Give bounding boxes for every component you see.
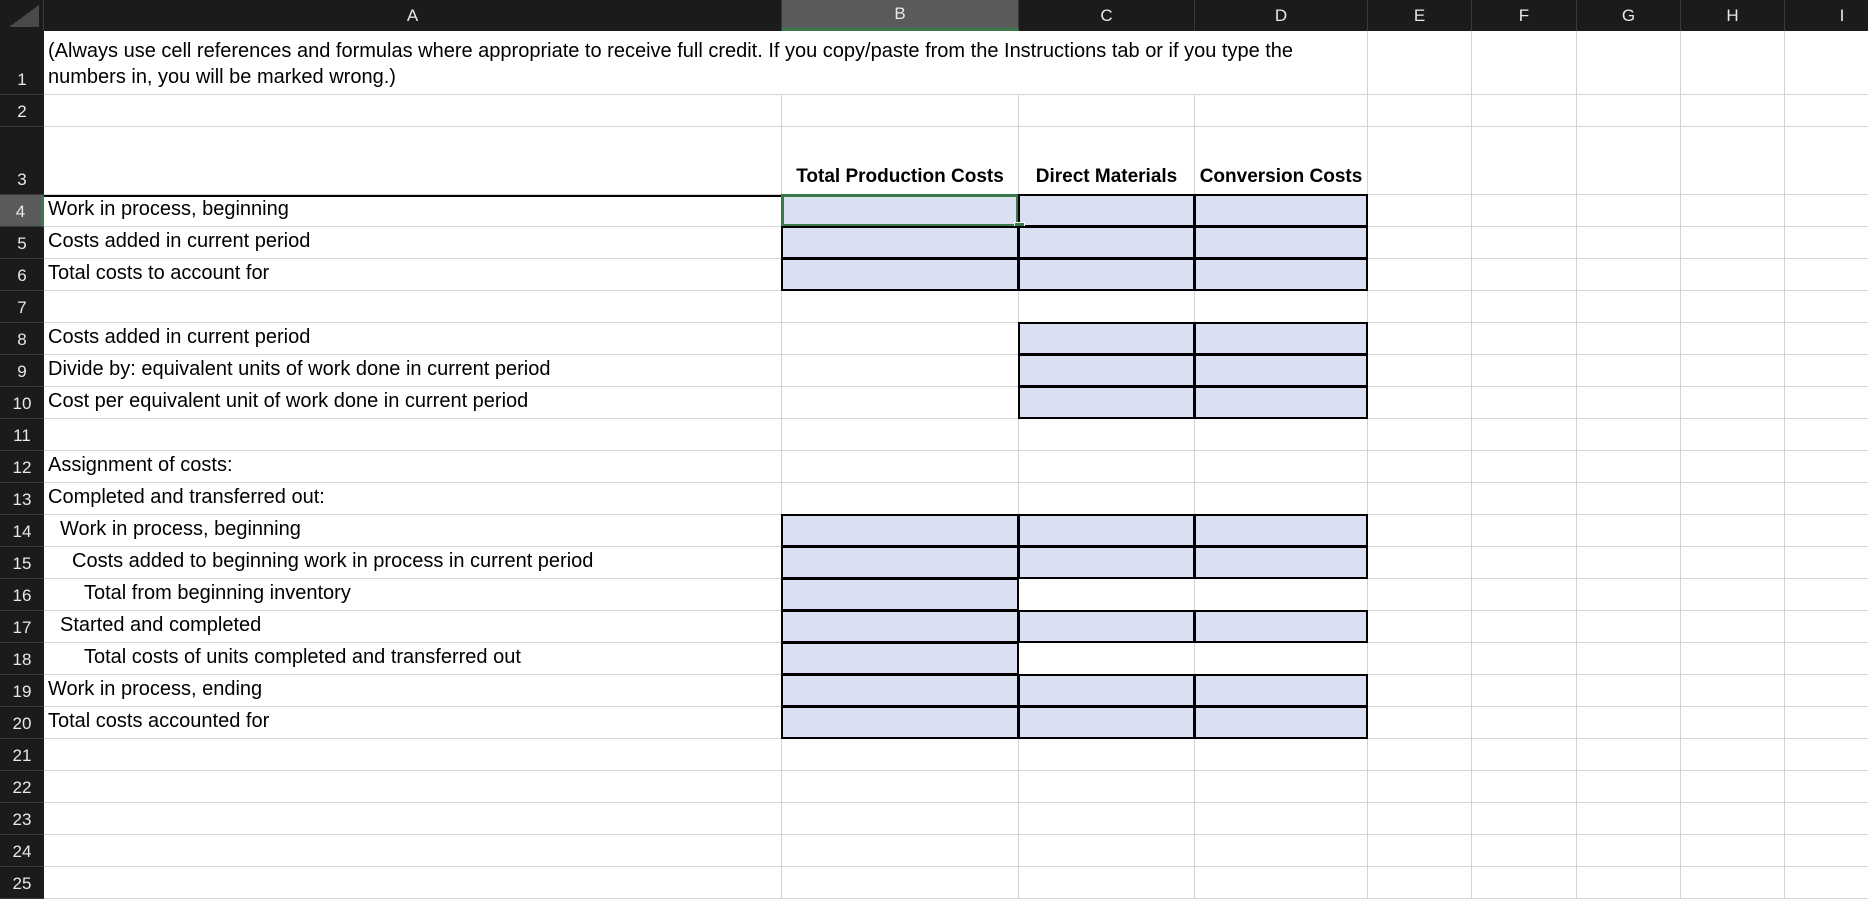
cell-e9[interactable]: [1368, 355, 1472, 387]
column-label: Direct Materials: [1035, 166, 1178, 188]
cell-d10[interactable]: [1194, 386, 1368, 419]
column-label: Total Production Costs: [796, 166, 1004, 188]
cell-i5[interactable]: [1785, 227, 1868, 259]
row-header-16[interactable]: 16: [0, 579, 44, 611]
cell-a14[interactable]: [44, 515, 782, 547]
cell-f14[interactable]: [1472, 515, 1577, 547]
cell-h19[interactable]: [1681, 675, 1785, 707]
row-label: Completed and transferred out:: [48, 486, 325, 508]
column-header-e[interactable]: E: [1368, 0, 1472, 31]
cell-h14[interactable]: [1681, 515, 1785, 547]
cell-a1[interactable]: [44, 31, 1368, 95]
row-header-25[interactable]: 25: [0, 867, 44, 899]
column-header-b[interactable]: B: [782, 0, 1019, 31]
cell-c3[interactable]: [1019, 127, 1195, 195]
cell-g8[interactable]: [1577, 323, 1681, 355]
select-all-button[interactable]: [0, 0, 44, 31]
cell-g4[interactable]: [1577, 195, 1681, 227]
cell-f2[interactable]: [1472, 95, 1577, 127]
row-label: Total costs to account for: [48, 262, 270, 284]
row-header-13[interactable]: 13: [0, 483, 44, 515]
cell-i13[interactable]: [1785, 483, 1868, 515]
cell-d11[interactable]: [1195, 419, 1368, 451]
row-header-18[interactable]: 18: [0, 643, 44, 675]
cell-d3[interactable]: [1195, 127, 1368, 195]
row-header-8[interactable]: 8: [0, 323, 44, 355]
cell-f13[interactable]: [1472, 483, 1577, 515]
cell-d24[interactable]: [1195, 835, 1368, 867]
cell-a4[interactable]: [44, 195, 782, 227]
cell-c22[interactable]: [1019, 771, 1195, 803]
cell-a23[interactable]: [44, 803, 782, 835]
cell-h1[interactable]: [1681, 31, 1785, 95]
row-header-24[interactable]: 24: [0, 835, 44, 867]
column-header-h[interactable]: H: [1681, 0, 1785, 31]
cell-i14[interactable]: [1785, 515, 1868, 547]
cell-c19[interactable]: [1018, 674, 1195, 707]
cell-e21[interactable]: [1368, 739, 1472, 771]
cell-c24[interactable]: [1019, 835, 1195, 867]
cell-g18[interactable]: [1577, 643, 1681, 675]
cell-b4[interactable]: [781, 194, 1019, 227]
cell-g3[interactable]: [1577, 127, 1681, 195]
cell-g13[interactable]: [1577, 483, 1681, 515]
cell-b6[interactable]: [781, 258, 1019, 291]
cell-d4[interactable]: [1194, 194, 1368, 227]
row-header-20[interactable]: 20: [0, 707, 44, 739]
cell-f7[interactable]: [1472, 291, 1577, 323]
cell-c5[interactable]: [1018, 226, 1195, 259]
cell-f8[interactable]: [1472, 323, 1577, 355]
row-label: Total costs accounted for: [48, 710, 270, 732]
cell-e19[interactable]: [1368, 675, 1472, 707]
cell-b23[interactable]: [782, 803, 1019, 835]
row-header-7[interactable]: 7: [0, 291, 44, 323]
cell-c16[interactable]: [1019, 579, 1195, 611]
cell-b21[interactable]: [782, 739, 1019, 771]
cell-c17[interactable]: [1018, 610, 1195, 643]
cell-f3[interactable]: [1472, 127, 1577, 195]
cell-h24[interactable]: [1681, 835, 1785, 867]
cell-d9[interactable]: [1194, 354, 1368, 387]
cell-d6[interactable]: [1194, 258, 1368, 291]
cell-e6[interactable]: [1368, 259, 1472, 291]
cell-e10[interactable]: [1368, 387, 1472, 419]
cell-c8[interactable]: [1018, 322, 1195, 355]
row-header-10[interactable]: 10: [0, 387, 44, 419]
cell-h15[interactable]: [1681, 547, 1785, 579]
cell-d12[interactable]: [1195, 451, 1368, 483]
column-header-c[interactable]: C: [1019, 0, 1195, 31]
cell-h3[interactable]: [1681, 127, 1785, 195]
cell-i23[interactable]: [1785, 803, 1868, 835]
cell-i7[interactable]: [1785, 291, 1868, 323]
row-header-23[interactable]: 23: [0, 803, 44, 835]
cell-h20[interactable]: [1681, 707, 1785, 739]
cell-h17[interactable]: [1681, 611, 1785, 643]
cell-f10[interactable]: [1472, 387, 1577, 419]
cell-b10[interactable]: [782, 387, 1019, 419]
cell-a11[interactable]: [44, 419, 782, 451]
cell-b5[interactable]: [781, 226, 1019, 259]
row-header-14[interactable]: 14: [0, 515, 44, 547]
cell-h4[interactable]: [1681, 195, 1785, 227]
column-header-g[interactable]: G: [1577, 0, 1681, 31]
cell-e25[interactable]: [1368, 867, 1472, 899]
cell-b2[interactable]: [782, 95, 1019, 127]
cell-i17[interactable]: [1785, 611, 1868, 643]
cell-c12[interactable]: [1019, 451, 1195, 483]
cell-e13[interactable]: [1368, 483, 1472, 515]
cell-a18[interactable]: [44, 643, 782, 675]
cell-c13[interactable]: [1019, 483, 1195, 515]
cell-h5[interactable]: [1681, 227, 1785, 259]
cell-i21[interactable]: [1785, 739, 1868, 771]
cell-f17[interactable]: [1472, 611, 1577, 643]
cell-f12[interactable]: [1472, 451, 1577, 483]
cell-h8[interactable]: [1681, 323, 1785, 355]
cell-f25[interactable]: [1472, 867, 1577, 899]
cell-f24[interactable]: [1472, 835, 1577, 867]
row-header-6[interactable]: 6: [0, 259, 44, 291]
cell-g20[interactable]: [1577, 707, 1681, 739]
cell-g11[interactable]: [1577, 419, 1681, 451]
column-label: Conversion Costs: [1199, 166, 1363, 188]
cell-b12[interactable]: [782, 451, 1019, 483]
cell-a3[interactable]: [44, 127, 782, 195]
cell-c18[interactable]: [1019, 643, 1195, 675]
cell-i3[interactable]: [1785, 127, 1868, 195]
cell-i19[interactable]: [1785, 675, 1868, 707]
cell-a5[interactable]: [44, 227, 782, 259]
cell-b20[interactable]: [781, 706, 1019, 739]
cell-a19[interactable]: [44, 675, 782, 707]
cell-b15[interactable]: [781, 546, 1019, 579]
cell-i6[interactable]: [1785, 259, 1868, 291]
cell-e12[interactable]: [1368, 451, 1472, 483]
cell-f11[interactable]: [1472, 419, 1577, 451]
cell-e2[interactable]: [1368, 95, 1472, 127]
cell-f20[interactable]: [1472, 707, 1577, 739]
cell-g22[interactable]: [1577, 771, 1681, 803]
cell-i12[interactable]: [1785, 451, 1868, 483]
row-header-15[interactable]: 15: [0, 547, 44, 579]
cell-h22[interactable]: [1681, 771, 1785, 803]
row-label: Total costs of units completed and transferred out: [84, 646, 521, 668]
cell-b14[interactable]: [781, 514, 1019, 547]
cell-f22[interactable]: [1472, 771, 1577, 803]
cell-b16[interactable]: [781, 578, 1019, 611]
cell-b24[interactable]: [782, 835, 1019, 867]
cell-g23[interactable]: [1577, 803, 1681, 835]
cell-f5[interactable]: [1472, 227, 1577, 259]
cell-h10[interactable]: [1681, 387, 1785, 419]
cell-e3[interactable]: [1368, 127, 1472, 195]
cell-a2[interactable]: [44, 95, 782, 127]
cell-d22[interactable]: [1195, 771, 1368, 803]
cell-c14[interactable]: [1018, 514, 1195, 547]
cell-d5[interactable]: [1194, 226, 1368, 259]
cell-b7[interactable]: [782, 291, 1019, 323]
cell-h18[interactable]: [1681, 643, 1785, 675]
row-header-17[interactable]: 17: [0, 611, 44, 643]
column-header-d[interactable]: D: [1195, 0, 1368, 31]
cell-b22[interactable]: [782, 771, 1019, 803]
cell-a6[interactable]: [44, 259, 782, 291]
cell-h6[interactable]: [1681, 259, 1785, 291]
cell-d16[interactable]: [1195, 579, 1368, 611]
cell-a8[interactable]: [44, 323, 782, 355]
row-label: Work in process, ending: [48, 678, 263, 700]
cell-h16[interactable]: [1681, 579, 1785, 611]
cell-a22[interactable]: [44, 771, 782, 803]
cell-a20[interactable]: [44, 707, 782, 739]
cell-g25[interactable]: [1577, 867, 1681, 899]
cell-e1[interactable]: [1368, 31, 1472, 95]
cell-c15[interactable]: [1018, 546, 1195, 579]
cell-c6[interactable]: [1018, 258, 1195, 291]
cell-g5[interactable]: [1577, 227, 1681, 259]
cell-f23[interactable]: [1472, 803, 1577, 835]
column-header-a[interactable]: A: [44, 0, 782, 31]
cell-i24[interactable]: [1785, 835, 1868, 867]
row-label: Costs added in current period: [48, 326, 311, 348]
cell-f21[interactable]: [1472, 739, 1577, 771]
cell-f9[interactable]: [1472, 355, 1577, 387]
cell-e24[interactable]: [1368, 835, 1472, 867]
cell-a10[interactable]: [44, 387, 782, 419]
cell-a13[interactable]: [44, 483, 782, 515]
cell-e20[interactable]: [1368, 707, 1472, 739]
row-label: Costs added in current period: [48, 230, 311, 252]
cell-b17[interactable]: [781, 610, 1019, 643]
cell-g7[interactable]: [1577, 291, 1681, 323]
cell-c21[interactable]: [1019, 739, 1195, 771]
cell-d7[interactable]: [1195, 291, 1368, 323]
cell-e14[interactable]: [1368, 515, 1472, 547]
cell-i2[interactable]: [1785, 95, 1868, 127]
cell-h13[interactable]: [1681, 483, 1785, 515]
cell-h21[interactable]: [1681, 739, 1785, 771]
cell-g24[interactable]: [1577, 835, 1681, 867]
row-label: Costs added to beginning work in process in current period: [72, 550, 594, 572]
cell-d17[interactable]: [1194, 610, 1368, 643]
cell-d25[interactable]: [1195, 867, 1368, 899]
cell-d13[interactable]: [1195, 483, 1368, 515]
cell-g6[interactable]: [1577, 259, 1681, 291]
cell-g9[interactable]: [1577, 355, 1681, 387]
cell-a12[interactable]: [44, 451, 782, 483]
cell-f18[interactable]: [1472, 643, 1577, 675]
row-label: Started and completed: [60, 614, 262, 636]
cell-f4[interactable]: [1472, 195, 1577, 227]
row-header-9[interactable]: 9: [0, 355, 44, 387]
cell-d2[interactable]: [1195, 95, 1368, 127]
cell-i22[interactable]: [1785, 771, 1868, 803]
cell-i16[interactable]: [1785, 579, 1868, 611]
row-header-2[interactable]: 2: [0, 95, 44, 127]
cell-a7[interactable]: [44, 291, 782, 323]
cell-c23[interactable]: [1019, 803, 1195, 835]
cell-e22[interactable]: [1368, 771, 1472, 803]
cell-c4[interactable]: [1018, 194, 1195, 227]
row-label: Cost per equivalent unit of work done in current period: [48, 390, 529, 412]
cell-i20[interactable]: [1785, 707, 1868, 739]
cell-h25[interactable]: [1681, 867, 1785, 899]
cell-i10[interactable]: [1785, 387, 1868, 419]
cell-h11[interactable]: [1681, 419, 1785, 451]
cell-i15[interactable]: [1785, 547, 1868, 579]
cell-i11[interactable]: [1785, 419, 1868, 451]
row-header-5[interactable]: 5: [0, 227, 44, 259]
cell-g19[interactable]: [1577, 675, 1681, 707]
cell-d21[interactable]: [1195, 739, 1368, 771]
cell-b11[interactable]: [782, 419, 1019, 451]
cell-d18[interactable]: [1195, 643, 1368, 675]
cell-d20[interactable]: [1194, 706, 1368, 739]
cell-a15[interactable]: [44, 547, 782, 579]
cell-b25[interactable]: [782, 867, 1019, 899]
row-header-11[interactable]: 11: [0, 419, 44, 451]
cell-e5[interactable]: [1368, 227, 1472, 259]
cell-h23[interactable]: [1681, 803, 1785, 835]
cell-e16[interactable]: [1368, 579, 1472, 611]
cell-g21[interactable]: [1577, 739, 1681, 771]
row-header-4[interactable]: 4: [0, 195, 44, 227]
cell-a21[interactable]: [44, 739, 782, 771]
cell-g10[interactable]: [1577, 387, 1681, 419]
cell-d23[interactable]: [1195, 803, 1368, 835]
cell-e23[interactable]: [1368, 803, 1472, 835]
row-label: Total from beginning inventory: [84, 582, 351, 604]
cell-g16[interactable]: [1577, 579, 1681, 611]
cell-f19[interactable]: [1472, 675, 1577, 707]
cell-d15[interactable]: [1194, 546, 1368, 579]
row-header-12[interactable]: 12: [0, 451, 44, 483]
cell-e8[interactable]: [1368, 323, 1472, 355]
cell-g2[interactable]: [1577, 95, 1681, 127]
cell-b19[interactable]: [781, 674, 1019, 707]
cell-f15[interactable]: [1472, 547, 1577, 579]
cell-h2[interactable]: [1681, 95, 1785, 127]
row-header-19[interactable]: 19: [0, 675, 44, 707]
cell-g17[interactable]: [1577, 611, 1681, 643]
cell-b3[interactable]: [782, 127, 1019, 195]
row-header-1[interactable]: 1: [0, 31, 44, 95]
cell-f16[interactable]: [1472, 579, 1577, 611]
cell-d14[interactable]: [1194, 514, 1368, 547]
cell-f1[interactable]: [1472, 31, 1577, 95]
cell-i1[interactable]: [1785, 31, 1868, 95]
cell-i18[interactable]: [1785, 643, 1868, 675]
cell-e7[interactable]: [1368, 291, 1472, 323]
cell-h7[interactable]: [1681, 291, 1785, 323]
cell-c7[interactable]: [1019, 291, 1195, 323]
cell-a17[interactable]: [44, 611, 782, 643]
cell-g15[interactable]: [1577, 547, 1681, 579]
row-header-22[interactable]: 22: [0, 771, 44, 803]
row-label: (Always use cell references and formulas where appropriate to receive full credit. If you copy/paste from the Instructions tab or if you type the numbers in, you will be marked wrong.): [48, 40, 1294, 88]
cell-e18[interactable]: [1368, 643, 1472, 675]
row-label: Divide by: equivalent units of work done in current period: [48, 358, 551, 380]
cell-c2[interactable]: [1019, 95, 1195, 127]
cell-a16[interactable]: [44, 579, 782, 611]
cell-d8[interactable]: [1194, 322, 1368, 355]
cell-c20[interactable]: [1018, 706, 1195, 739]
cell-a25[interactable]: [44, 867, 782, 899]
cell-e17[interactable]: [1368, 611, 1472, 643]
cell-c10[interactable]: [1018, 386, 1195, 419]
cell-a24[interactable]: [44, 835, 782, 867]
row-header-3[interactable]: 3: [0, 127, 44, 195]
cell-g14[interactable]: [1577, 515, 1681, 547]
cell-c11[interactable]: [1019, 419, 1195, 451]
cell-e4[interactable]: [1368, 195, 1472, 227]
cell-g12[interactable]: [1577, 451, 1681, 483]
row-label: Assignment of costs:: [48, 454, 233, 476]
cell-d19[interactable]: [1194, 674, 1368, 707]
cell-c9[interactable]: [1018, 354, 1195, 387]
row-label: Work in process, beginning: [48, 198, 289, 220]
cell-i4[interactable]: [1785, 195, 1868, 227]
cell-e15[interactable]: [1368, 547, 1472, 579]
row-header-21[interactable]: 21: [0, 739, 44, 771]
cell-h9[interactable]: [1681, 355, 1785, 387]
cell-g1[interactable]: [1577, 31, 1681, 95]
column-header-i[interactable]: I: [1785, 0, 1868, 31]
row-label: Work in process, beginning: [60, 518, 301, 540]
cell-b18[interactable]: [781, 642, 1019, 675]
cell-b13[interactable]: [782, 483, 1019, 515]
cell-i8[interactable]: [1785, 323, 1868, 355]
cell-c25[interactable]: [1019, 867, 1195, 899]
cell-i9[interactable]: [1785, 355, 1868, 387]
cell-i25[interactable]: [1785, 867, 1868, 899]
cell-h12[interactable]: [1681, 451, 1785, 483]
column-header-f[interactable]: F: [1472, 0, 1577, 31]
cell-e11[interactable]: [1368, 419, 1472, 451]
cell-f6[interactable]: [1472, 259, 1577, 291]
cell-b8[interactable]: [782, 323, 1019, 355]
cell-b9[interactable]: [782, 355, 1019, 387]
cell-a9[interactable]: [44, 355, 782, 387]
